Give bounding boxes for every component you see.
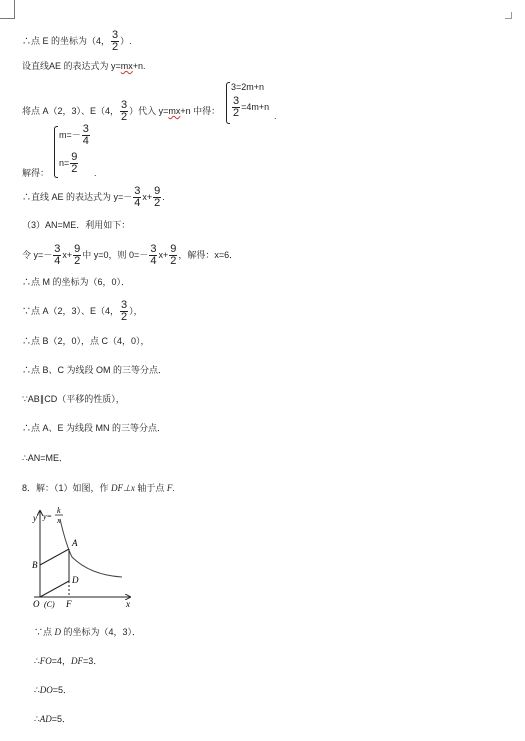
fraction: [149, 244, 157, 267]
line-substitute-points: [22, 100, 220, 123]
fraction: [120, 100, 128, 123]
numerator: 3: [82, 123, 89, 135]
corner-mark-vertical: [14, 0, 15, 18]
text: m=－: [59, 129, 81, 140]
fraction: [133, 186, 141, 209]
numerator: 3: [233, 95, 240, 107]
denominator: 2: [121, 111, 128, 123]
line-ae-expression: [22, 186, 165, 209]
text: ∴: [34, 656, 40, 666]
denominator: 2: [74, 255, 81, 267]
text: ∵点 A（2，3）、E（4，: [22, 305, 120, 316]
figure-diagram: [30, 505, 140, 610]
fraction: [53, 244, 61, 267]
text: x+: [158, 249, 169, 260]
label-f: F: [66, 599, 72, 609]
text: D: [54, 627, 62, 637]
text: 令 y=－: [22, 249, 53, 260]
label-y: y: [33, 513, 37, 523]
label-c: (C): [44, 600, 55, 609]
solution-label: 解得：: [22, 168, 50, 178]
label-y-eq: y=: [43, 512, 52, 521]
line-set-ae-expression: [22, 61, 146, 72]
line-trisection-mn: ∴点 A、E 为线段 MN 的三等分点．: [22, 423, 167, 433]
text: x+: [62, 249, 73, 260]
label-x: x: [126, 599, 130, 609]
text: ）.: [120, 35, 132, 46]
text: ∴: [34, 714, 40, 724]
fraction: [153, 186, 161, 209]
text: +n.: [132, 61, 146, 71]
line-question-8: [22, 483, 175, 494]
line-fo-df: [34, 656, 102, 667]
text: ∴点 E 的坐标为（4，: [22, 35, 111, 46]
line-points-a-e: [22, 300, 143, 323]
denominator: 2: [154, 197, 161, 209]
text: DF⊥x: [111, 483, 135, 493]
label-o: O: [33, 599, 40, 609]
numerator: 3: [121, 299, 128, 311]
system-end-dot: .: [274, 111, 277, 121]
text: DO: [39, 685, 53, 695]
system-equation-2: [231, 96, 269, 119]
text: ）代入 y=: [129, 105, 169, 116]
numerator: 3: [150, 243, 157, 255]
system-brace: [226, 82, 230, 124]
text: =5．: [52, 685, 72, 695]
denominator: 2: [233, 107, 240, 119]
numerator: 9: [74, 243, 81, 255]
fraction: [169, 244, 177, 267]
denominator: 4: [150, 255, 157, 267]
text: 8．解：（1）如图，作: [22, 483, 112, 493]
fraction: [73, 244, 81, 267]
fraction: [232, 96, 240, 119]
line-solve-x: [22, 244, 238, 267]
text: =4m+n: [241, 101, 270, 112]
corner-mark-horizontal: [0, 18, 15, 19]
denominator: 4: [134, 197, 141, 209]
line-point-m: ∴点 M 的坐标为（6，0）．: [22, 277, 131, 287]
text: +n 中得：: [180, 105, 221, 116]
denominator: 2: [170, 255, 177, 267]
text: ∵点: [34, 627, 55, 637]
numerator: 3: [121, 99, 128, 111]
text: DF: [71, 656, 83, 666]
solution-m: [59, 124, 91, 147]
text: 轴于点: [134, 483, 167, 493]
line-do: [34, 685, 72, 696]
text: 将点 A（2，3）、E（4，: [22, 105, 120, 116]
text: x+: [142, 191, 153, 202]
denominator: 2: [112, 41, 119, 53]
text: =4，: [51, 656, 71, 666]
denominator: 4: [54, 255, 61, 267]
line-point-e-coordinates: [22, 30, 132, 53]
text: ，解得：x=6．: [178, 249, 239, 260]
text: .: [162, 191, 165, 202]
text-mx: mx: [120, 61, 133, 71]
label-b: B: [32, 560, 38, 570]
numerator: 3: [112, 29, 119, 41]
text: 设直线AE 的表达式为 y=: [22, 61, 121, 71]
segment-od: [40, 581, 69, 597]
solution-brace: [54, 126, 58, 178]
numerator: 9: [71, 151, 78, 163]
text: FO: [39, 656, 52, 666]
solution-dot: .: [94, 168, 97, 178]
fraction: [111, 30, 119, 53]
system-equation-1: 3=2m+n: [231, 82, 265, 92]
label-k: k: [57, 506, 61, 515]
line-conclusion: ∴AN=ME．: [22, 453, 68, 463]
denominator: 2: [121, 311, 128, 323]
fraction: [70, 152, 78, 175]
label-d: D: [72, 575, 79, 585]
text: 的坐标为（4，3）．: [61, 627, 142, 637]
line-points-b-c: ∴点 B（2，0），点 C（4，0），: [22, 336, 150, 346]
label-a: A: [72, 538, 78, 548]
text: AD: [39, 714, 52, 724]
text: =5．: [51, 714, 71, 724]
text: ∴: [34, 685, 40, 695]
text: F: [166, 483, 173, 493]
numerator: 9: [170, 243, 177, 255]
label-x-den: x: [57, 516, 61, 525]
fraction: [120, 300, 128, 323]
denominator: 2: [71, 163, 78, 175]
fraction: [82, 124, 90, 147]
text: .: [172, 483, 175, 493]
segment-ba: [40, 549, 69, 565]
corner-mark-right-vertical: [511, 12, 512, 19]
text: ），: [129, 305, 143, 316]
solution-n: [59, 152, 79, 175]
line-parallel: ∵AB∥CD（平移的性质），: [22, 394, 125, 404]
line-part-3: （3）AN=ME．利用如下：: [22, 220, 131, 230]
text-mx: mx: [168, 105, 181, 116]
text: n=: [59, 157, 70, 168]
line-ad: [34, 714, 71, 725]
line-trisection-om: ∴点 B、C 为线段 OM 的三等分点．: [22, 365, 168, 375]
line-point-d: [34, 627, 141, 638]
numerator: 3: [54, 243, 61, 255]
text: 中 y=0，则 0=－: [82, 249, 149, 260]
text: ∴直线 AE 的表达式为 y=－: [22, 191, 133, 202]
numerator: 9: [154, 185, 161, 197]
denominator: 4: [82, 135, 89, 147]
text: =3．: [83, 656, 103, 666]
numerator: 3: [134, 185, 141, 197]
